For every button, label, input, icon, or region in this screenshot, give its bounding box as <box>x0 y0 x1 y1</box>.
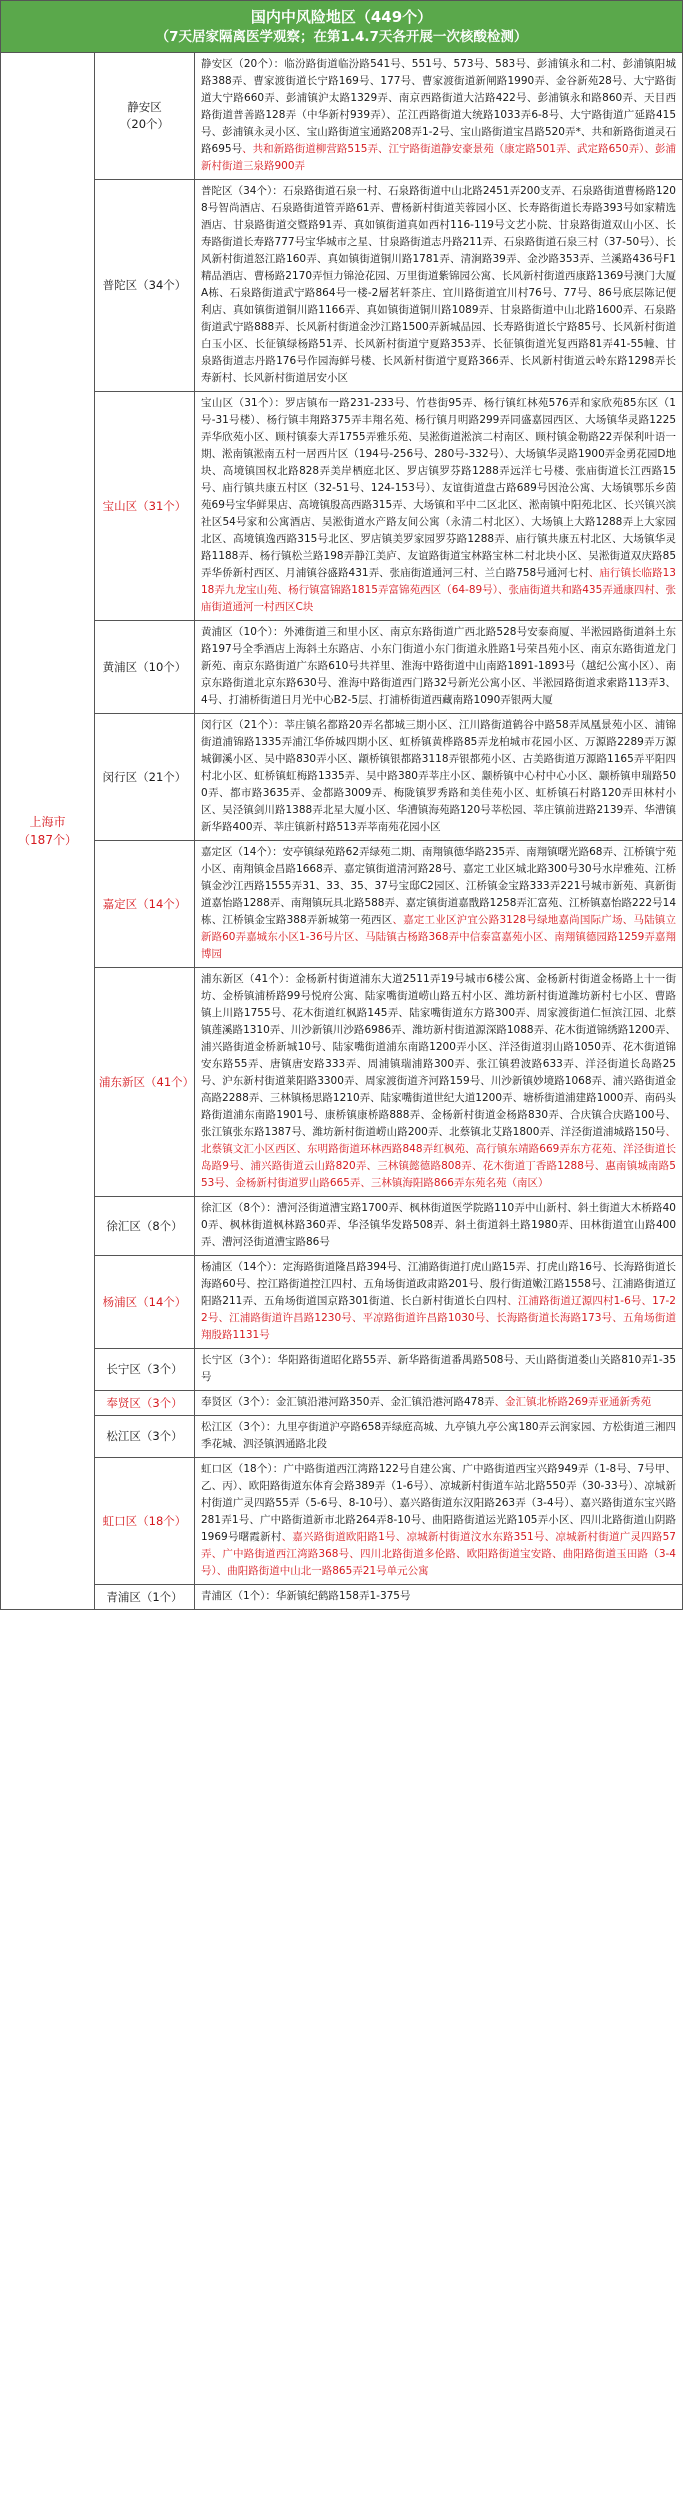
district-name: 闵行区（21个） <box>95 714 195 840</box>
detail-text: 黄浦区（10个）：外滩街道三和里小区、南京东路街道广西北路528号安泰商厦、半淞园路街道斜土东路197号全季酒店上海斜土东路店、小东门街道小东门街道永胜路1号荣昌苑小区、南京东路街道龙门新苑、南京东路街道广东路610号共祥里、淮海中路街道中山南路1891-1893号（越纪公寓小区）、南京东路街道北京东路630号、淮海中路街道西门路32号新光公寓小区、半淞园路街道求索路113弄3、4号、打浦桥街道日月光中心B2-5层、打浦桥街道西藏南路1090弄银两大厦 <box>201 626 676 706</box>
district-name: 普陀区（34个） <box>95 180 195 391</box>
detail-text: 青浦区（1个）：华新镇纪鹤路158弄1-375号 <box>201 1590 411 1602</box>
table-row <box>95 621 682 714</box>
district-detail <box>195 968 682 1196</box>
district-detail <box>195 1256 682 1348</box>
detail-text-highlight: 、嘉定工业区沪宜公路3128号绿地嘉尚国际广场、马陆镇立新路60弄嘉城东小区1-36号片区、马陆镇古杨路368弄中信泰富嘉苑小区、南翔镇德园路1259弄嘉翔博园 <box>201 914 676 960</box>
detail-text: 松江区（3个）：九里亭街道沪亭路658弄绿庭高城、九亭镇九亭公寓180弄云润家园、方松街道三湘四季花城、泗泾镇泗通路北段 <box>201 1421 676 1450</box>
detail-text: 静安区（20个）：临汾路街道临汾路541号、551号、573号、583号、彭浦镇永和二村、彭浦镇阳城路388弄、曹家渡街道长宁路169号、177号、曹家渡街道新闸路1990弄、金谷新苑28号、大宁路街道大宁路660弄、彭浦镇沪太路1329弄、南京西路街道大沽路422号、彭浦镇永和路860弄、天目西路街道普善路128弄（中华新村939弄）、芷江西路街道大统路1033弄6-8号、大宁路街道广延路415号、彭浦镇永灵小区、宝山路街道宝通路208弄1-2号、宝山路街道宝昌路520弄*、共和新路街道灵石路695号 <box>201 58 676 155</box>
district-name: 徐汇区（8个） <box>95 1197 195 1255</box>
table-header <box>1 1 682 53</box>
city-cell <box>1 53 95 1609</box>
detail-text: 徐汇区（8个）：漕河泾街道漕宝路1700弄、枫林街道医学院路110弄中山新村、斜土街道大木桥路400弄、枫林街道枫林路360弄、华泾镇华发路508弄、斜土街道斜土路1980弄、田林街道宜山路400弄、漕河泾街道漕宝路86号 <box>201 1202 676 1248</box>
district-detail <box>195 1391 682 1415</box>
table-row <box>95 180 682 392</box>
table-title: 国内中风险地区（449个） <box>250 8 433 26</box>
detail-text: 长宁区（3个）：华阳路街道昭化路55弄、新华路街道番禺路508号、天山路街道娄山关路810弄1-35号 <box>201 1354 676 1383</box>
district-name: 浦东新区（41个） <box>95 968 195 1196</box>
table-row <box>95 392 682 621</box>
table-row <box>95 1256 682 1349</box>
district-rows <box>95 53 682 1609</box>
table-row <box>95 53 682 180</box>
district-name: 静安区 （20个） <box>95 53 195 179</box>
detail-text: 闵行区（21个）：莘庄镇名都路20弄名都城三期小区、江川路街道鹤谷中路58弄凤凰景苑小区、浦锦街道浦锦路1335弄浦江华侨城四期小区、虹桥镇黄桦路85弄龙柏城市花园小区、万源路2289弄万源城御溪小区、吴中路830弄小区、颛桥镇银都路3118弄银都苑小区、古美路街道万源路1165弄平阳四村北小区、虹桥镇虹梅路1335弄、吴中路380弄莘庄小区、颛桥镇中心村中心小区、颛桥镇申瑞路500弄、都市路3635弄、金都路3009弄、梅陇镇罗秀路和美佳苑小区、虹桥镇石村路120弄田林村小区、吴泾镇剑川路1388弄北星大厦小区、华漕镇海苑路120号莘松园、莘庄镇前进路2139弄、华漕镇新华路400弄、莘庄镇新村路513弄莘南苑花园小区 <box>201 719 676 833</box>
district-detail <box>195 621 682 713</box>
district-name: 青浦区（1个） <box>95 1585 195 1609</box>
district-name: 长宁区（3个） <box>95 1349 195 1390</box>
table-row <box>95 841 682 968</box>
detail-text-highlight: 、嘉兴路街道欧阳路1号、凉城新村街道汶水东路351号、凉城新村街道广灵四路57弄、广中路街道西江湾路368号、四川北路街道多伦路、欧阳路街道宝安路、曲阳路街道玉田路（3-4号）、曲阳路街道中山北一路865弄21号单元公寓 <box>201 1531 676 1577</box>
detail-text: 宝山区（31个）：罗店镇布一路231-233号、竹巷街95弄、杨行镇红林苑576弄和家欣苑85东区（1号-31号楼）、杨行镇丰翔路375弄丰翔名苑、杨行镇月明路299弄同盛嘉园西区、大场镇华灵路1225弄华欣苑小区、顾村镇泰大弄1755弄雅乐苑、吴淞街道淞滨二村南区、顾村镇金勒路22弄保利叶语一期、淞南镇淞南五村一居西片区（194号-256号、280号-332号）、大场镇华灵路1900弄金勇花园D地块、高境镇国权北路828弄美岸栖庭北区、罗店镇罗芬路1288弄远洋七号楼、张庙街道长江西路15号、庙行镇共康五村区（32-51号、124-153号）、友谊街道盘古路689号因沧公寓、大场镇鄂乐乡茵苑69号宝华鲜果店、高境镇殷高西路315弄、大场镇和平中二区北区、淞南镇中阳苑北区、长兴镇兴滨社区54号家和公寓酒店、吴淞街道水产路友间公寓（永清二村北区）、大场镇上大路1288弄上大家园北区、高境镇逸西路315号北区、罗店镇美罗家园罗芬路1288弄、庙行镇共康五村北区、大场镇华灵路1188弄、杨行镇松兰路198弄静江美庐、友谊路街道宝林路宝林二村北块小区、吴淞街道双庆路85弄华侨新村西区、月浦镇谷盛路431弄、张庙街道通河三村、兰白路758号通河七村 <box>201 397 676 579</box>
district-detail <box>195 714 682 840</box>
district-detail <box>195 1197 682 1255</box>
district-name: 宝山区（31个） <box>95 392 195 620</box>
detail-text-highlight: 、江浦路街道辽源四村1-6号、17-22号、江浦路街道许昌路1230号、平凉路街道许昌路1030号、长海路街道长海路173号、五角场街道翔殷路1131号 <box>201 1295 676 1341</box>
detail-text: 虹口区（18个）：广中路街道西江湾路122号自建公寓、广中路街道西宝兴路949弄（1-8号、7号甲、乙、丙）、欧阳路街道东体育会路389弄（1-6号）、凉城新村街道车站北路550弄（30-33号）、凉城新村街道广灵四路55弄（5-6号、8-10号）、嘉兴路街道东汉阳路263弄（3-4号）、嘉兴路街道东宝兴路281弄1号、广中路街道新市北路264弄8-10号、曲阳路街道运光路105弄小区、四川北路街道山阴路1969号曙霞新村 <box>201 1463 676 1543</box>
district-name: 虹口区（18个） <box>95 1458 195 1584</box>
table-row <box>95 1391 682 1416</box>
city-name: 上海市 <box>29 815 66 829</box>
detail-text: 嘉定区（14个）：安亭镇绿苑路62弄绿苑二期、南翔镇德华路235弄、南翔镇曙光路68弄、江桥镇宁苑小区、南翔镇金昌路1668弄、嘉定镇街道清河路28号、嘉定工业区城北路300号30号水岸雅苑、江桥镇金沙江西路1555弄31、33、35、37号宝邸C2园区、江桥镇金宝路333弄221号城市新苑、真新街道嘉怡路1288弄、南翔镇玩具北路588弄、嘉定镇街道嘉戬路1258弄汇富苑、江桥镇嘉怡路222号14栋、江桥镇金宝路388弄新城第一苑西区 <box>201 846 676 926</box>
table-subtitle: （7天居家隔离医学观察；在第1.4.7天各开展一次核酸检测） <box>155 29 528 45</box>
table-row <box>95 1349 682 1391</box>
district-detail <box>195 1585 682 1609</box>
table-row <box>95 1458 682 1585</box>
district-detail <box>195 841 682 967</box>
detail-text: 普陀区（34个）：石泉路街道石泉一村、石泉路街道中山北路2451弄200支弄、石泉路街道曹杨路1208号智尚酒店、石泉路街道管弄路61弄、曹杨新村街道芙蓉园小区、长寿路街道长寿路393号如家精选酒店、甘泉路街道交暨路91弄、真如镇街道真如西村116-119号文艺小院、甘泉路街道双山小区、长寿路街道长寿路777号宝华城市之星、甘泉路街道志丹路211弄、石泉路街道石泉三村（37-50号）、长风新村街道怒江路160弄、真如镇街道铜川路1781弄、清涧路39弄、金沙路353弄、兰溪路436号F1精品酒店、曹杨路2170弄恒力锦沧花园、万里街道紫锦园公寓、长风新村街道西康路1369号澳门大厦A栋、石泉路街道武宁路864号一楼-2層茗轩茶庄、宜川路街道宜川村76号、77号、86号底层陈记便利店、真如镇街道铜川路1166弄、真如镇街道铜川路1089弄、甘泉路街道中山北路1600弄、石泉路街道武宁路888弄、长风新村街道金沙江路1500弄新城品园、长寿路街道长宁路85号、长风新村街道白玉小区、长征镇绿杨路51弄、长风新村街道宁夏路353弄、长征镇街道光复西路81弄41-55幢、甘泉路街道志丹路176号作园海鲜号楼、长风新村街道宁夏路366弄、长风新村街道云岭东路1298弄长寿新村、长风新村街道居安小区 <box>201 185 676 384</box>
table-body <box>1 53 682 1609</box>
district-detail <box>195 1349 682 1390</box>
detail-text-highlight: 、庙行镇长临路1318弄九龙宝山苑、杨行镇富锦路1815弄富锦苑西区（64-89号）、张庙街道共和路435弄通康四村、张庙街道通河一村西区C块 <box>201 567 676 613</box>
city-count: （187个） <box>18 833 77 847</box>
district-detail <box>195 53 682 179</box>
detail-text: 浦东新区（41个）：金杨新村街道浦东大道2511弄19号城市6楼公寓、金杨新村街道金杨路上十一街坊、金桥镇浦桥路99号悦府公寓、陆家嘴街道崂山路五村小区、潍坊新村街道潍坊新村七小区、曹路镇上川路1755号、花木街道红枫路145弄、陆家嘴街道东方路300弄、周家渡街道仁恒滨江园、北蔡镇莲溪路1310弄、川沙新镇川沙路6986弄、潍坊新村街道源深路1088弄、花木街道锦绣路1200弄、浦兴路街道金桥新城10号、陆家嘴街道浦东南路1200弄小区、洋泾街道羽山路1050弄、花木街道锦安东路55弄、唐镇唐安路333弄、周浦镇瑞浦路300弄、张江镇碧波路633弄、洋泾街道长岛路25号、沪东新村街道莱阳路3300弄、周家渡街道齐河路159号、川沙新镇妙境路1068弄、浦兴路街道金高路2288弄、三林镇杨思路1210弄、陆家嘴街道世纪大道1200弄、塘桥街道浦建路1000弄、南码头路街道浦东南路1901号、康桥镇康桥路888弄、金杨新村街道金杨路830弄、合庆镇合庆路100号、张江镇张东路1387号、潍坊新村街道崂山路200弄、北蔡镇北艾路1800弄、洋泾街道浦城路150号 <box>201 973 676 1138</box>
table-row <box>95 714 682 841</box>
table-row <box>95 1416 682 1458</box>
district-name: 松江区（3个） <box>95 1416 195 1457</box>
district-detail <box>195 180 682 391</box>
detail-text: 杨浦区（14个）：定海路街道隆昌路394号、江浦路街道打虎山路15弄、打虎山路16号、长海路街道长海路60号、控江路街道控江四村、五角场街道政肃路201号、殷行街道嫩江路1558号、江浦路街道辽阳路211弄、五角场街道国京路301街道、长白新村街道长白四村 <box>201 1261 676 1307</box>
district-name: 奉贤区（3个） <box>95 1391 195 1415</box>
table-row <box>95 1197 682 1256</box>
detail-text-highlight: 、共和新路街道柳营路515弄、江宁路街道静安豪景苑（康定路501弄、武定路650弄）、彭浦新村街道三泉路900弄 <box>201 143 676 172</box>
district-name: 杨浦区（14个） <box>95 1256 195 1348</box>
district-name: 黄浦区（10个） <box>95 621 195 713</box>
district-detail <box>195 1416 682 1457</box>
table-row <box>95 968 682 1197</box>
district-detail <box>195 392 682 620</box>
detail-text-highlight: 、金汇镇北桥路269弄亚通新秀苑 <box>494 1396 652 1408</box>
district-name: 嘉定区（14个） <box>95 841 195 967</box>
district-detail <box>195 1458 682 1584</box>
detail-text-highlight: 、北蔡镇文汇小区西区、东明路街道环林西路848弄红枫苑、高行镇东靖路669弄东方花苑、洋泾街道长岛路9号、浦兴路街道云山路820弄、三林镇懿德路808弄、花木街道丁香路1288号、惠南镇城南路553号、金杨新村街道罗山路665弄、三林镇海阳路866弄东苑名苑（南区） <box>201 1126 676 1189</box>
detail-text: 奉贤区（3个）：金汇镇沿港河路350弄、金汇镇沿港河路478弄 <box>201 1396 495 1408</box>
table-row <box>95 1585 682 1609</box>
